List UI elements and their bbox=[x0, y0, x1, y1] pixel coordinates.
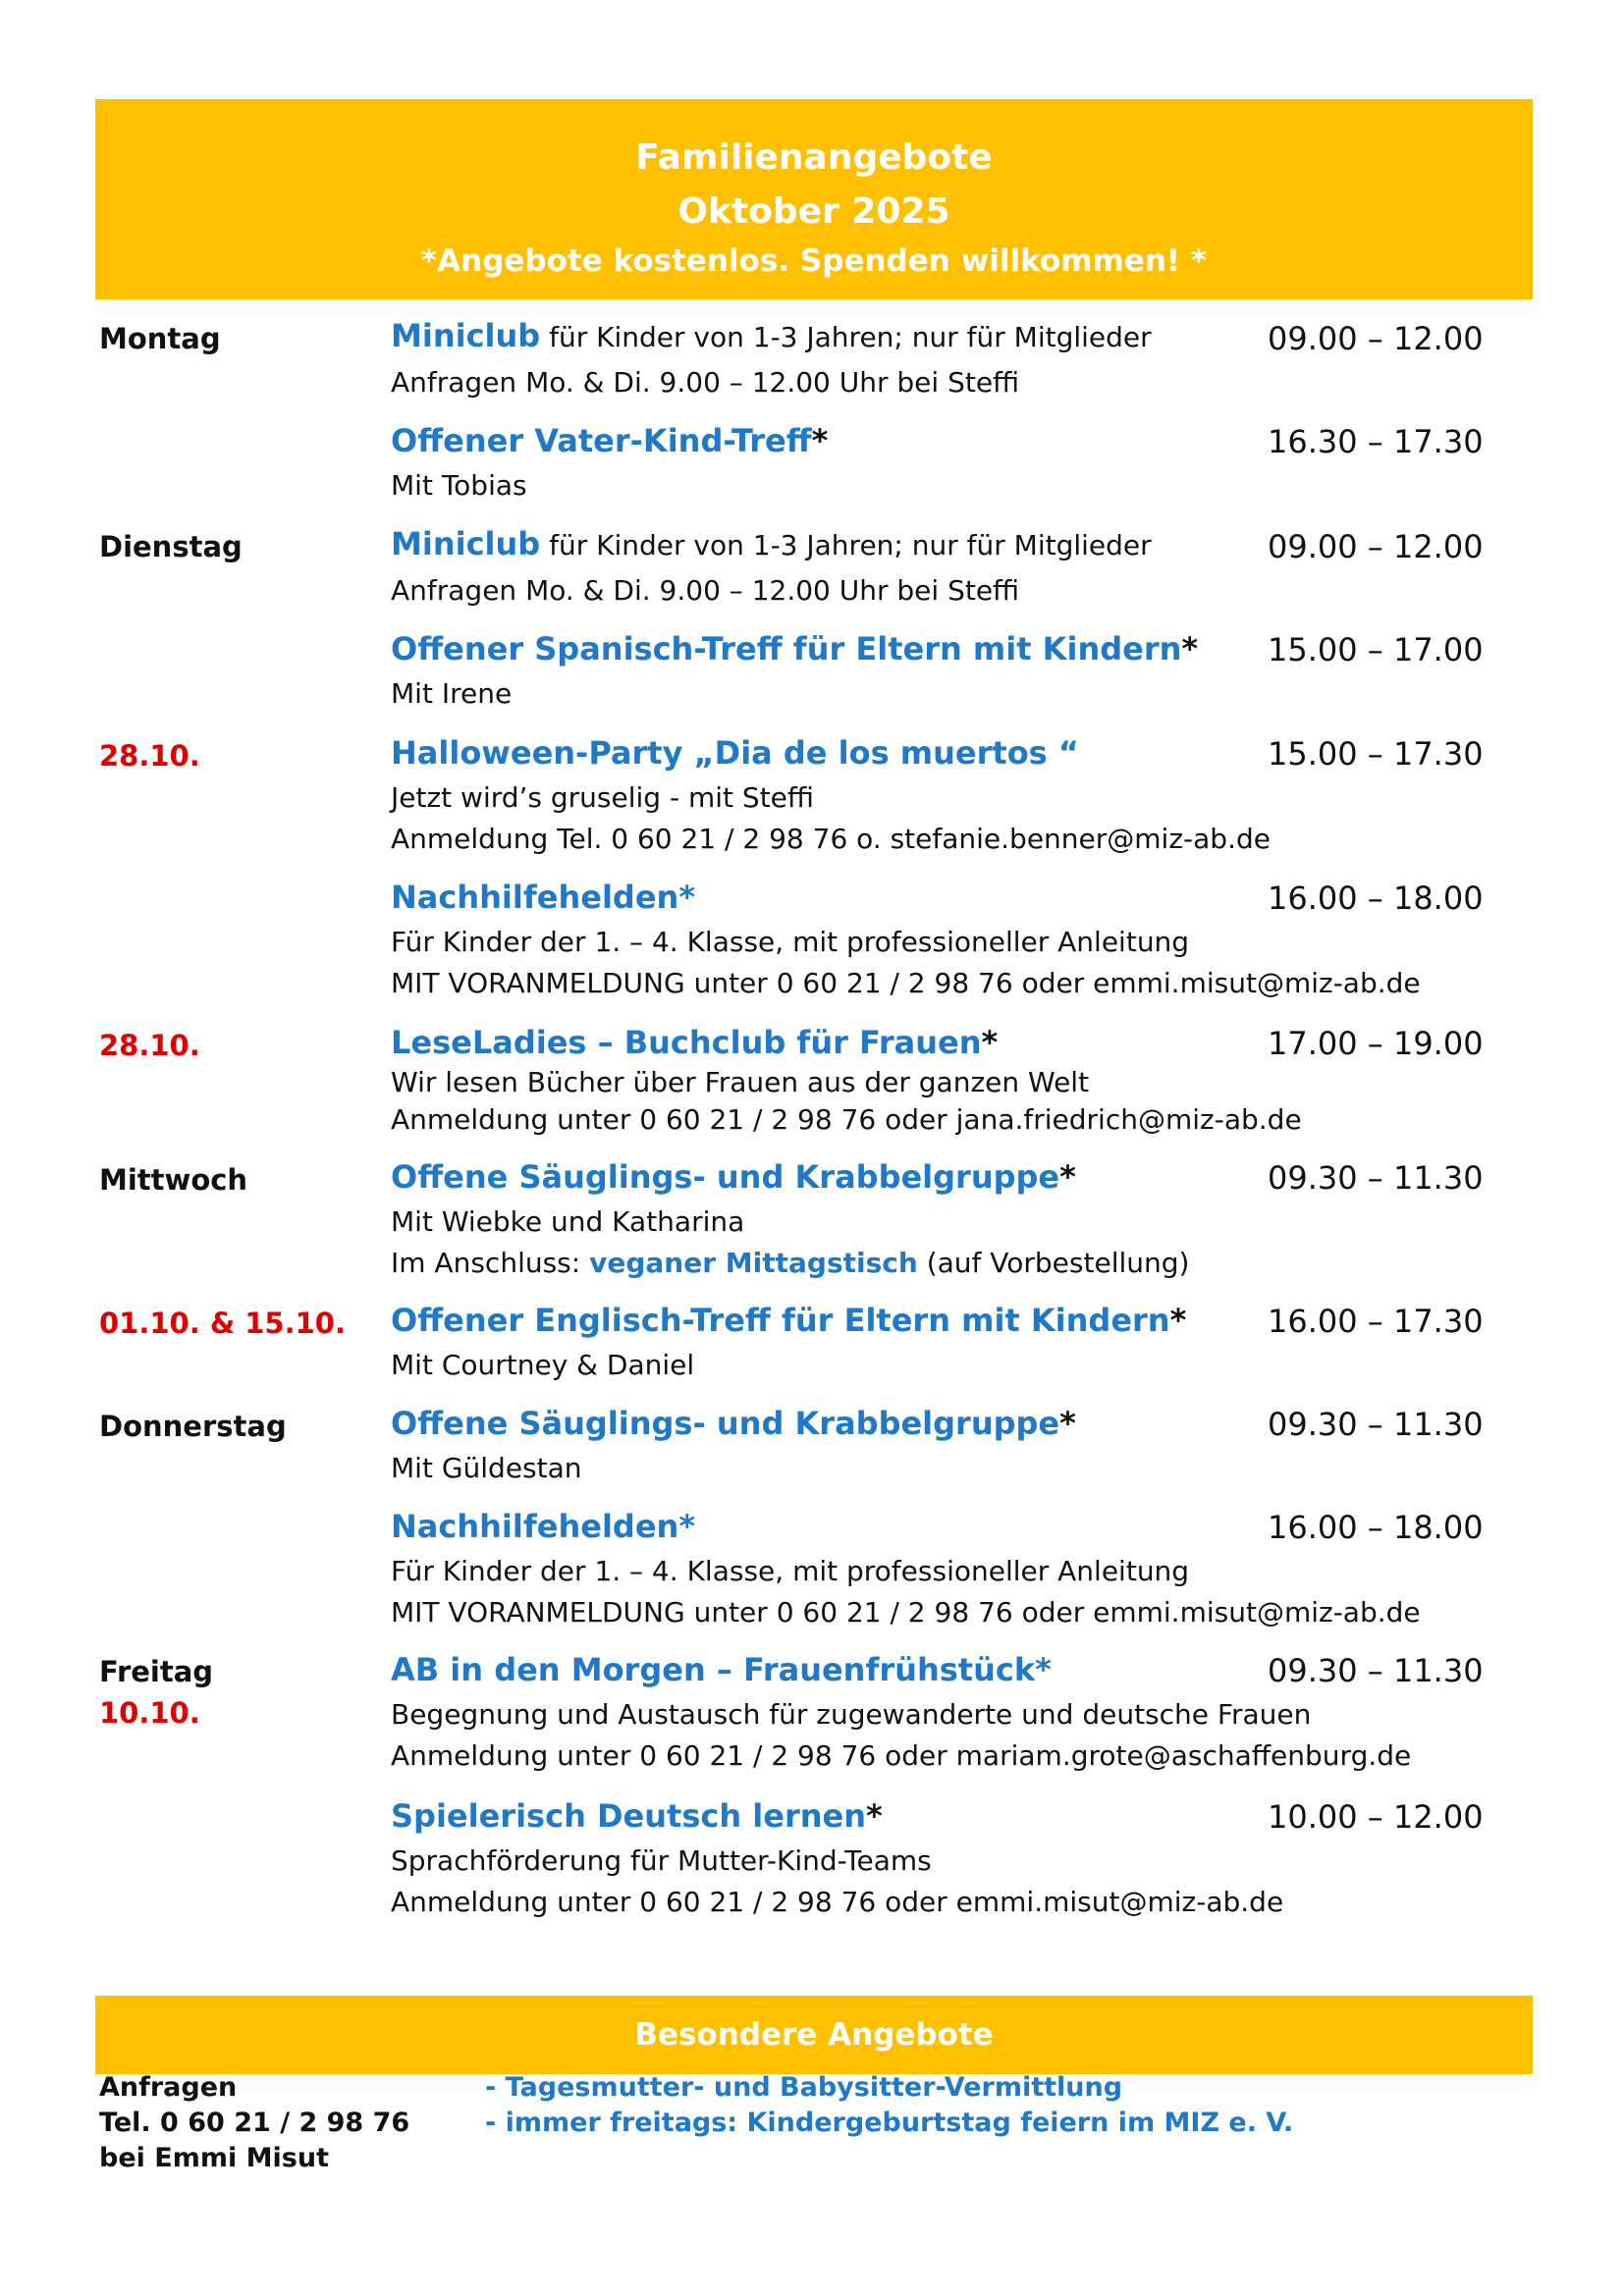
event-time: 09.00 – 12.00 bbox=[1268, 528, 1484, 565]
special-offer-item: - Tagesmutter- und Babysitter-Vermittlung bbox=[485, 2072, 1123, 2103]
contact-line: Anfragen bbox=[99, 2072, 238, 2103]
day-label: Montag bbox=[99, 322, 221, 355]
event-detail: Für Kinder der 1. – 4. Klasse, mit professioneller Anleitung bbox=[391, 926, 1190, 958]
event-title: Halloween-Party „Dia de los muertos “ bbox=[391, 734, 1079, 772]
event-title: Offener Englisch-Treff für Eltern mit Kindern* bbox=[391, 1302, 1187, 1339]
event-time: 16.00 – 18.00 bbox=[1268, 880, 1484, 917]
event-time: 09.30 – 11.30 bbox=[1268, 1652, 1484, 1689]
event-detail: Mit Güldestan bbox=[391, 1452, 582, 1484]
event-detail: MIT VORANMELDUNG unter 0 60 21 / 2 98 76 oder emmi.misut@miz-ab.de bbox=[391, 1596, 1421, 1629]
event-detail: Sprachförderung für Mutter-Kind-Teams bbox=[391, 1844, 932, 1877]
event-subtitle: für Kinder von 1-3 Jahren; nur für Mitglieder bbox=[540, 529, 1152, 561]
event-detail: MIT VORANMELDUNG unter 0 60 21 / 2 98 76 oder emmi.misut@miz-ab.de bbox=[391, 967, 1421, 999]
event-title: Nachhilfehelden* bbox=[391, 1508, 696, 1545]
event-title: Miniclub für Kinder von 1-3 Jahren; nur für Mitglieder bbox=[391, 317, 1152, 354]
event-detail: Im Anschluss: veganer Mittagstisch (auf Vorbestellung) bbox=[391, 1247, 1190, 1279]
day-label: Dienstag bbox=[99, 530, 243, 563]
day-label: Freitag bbox=[99, 1655, 214, 1688]
event-detail: Für Kinder der 1. – 4. Klasse, mit professioneller Anleitung bbox=[391, 1555, 1190, 1587]
event-detail: Anfragen Mo. & Di. 9.00 – 12.00 Uhr bei Steffi bbox=[391, 574, 1020, 607]
date-label: 01.10. & 15.10. bbox=[99, 1307, 346, 1340]
page-title: Familienangebote bbox=[635, 137, 993, 178]
special-offer-item: - immer freitags: Kindergeburtstag feiern im MIZ e. V. bbox=[485, 2108, 1294, 2138]
event-time: 16.00 – 18.00 bbox=[1268, 1509, 1484, 1546]
contact-person: bei Emmi Misut bbox=[99, 2143, 329, 2173]
event-detail: Mit Irene bbox=[391, 677, 513, 710]
event-detail: Anmeldung Tel. 0 60 21 / 2 98 76 o. stefanie.benner@miz-ab.de bbox=[391, 823, 1271, 855]
contact-phone: Tel. 0 60 21 / 2 98 76 bbox=[99, 2108, 410, 2138]
event-title: Offener Vater-Kind-Treff* bbox=[391, 422, 829, 459]
event-time: 15.00 – 17.00 bbox=[1268, 631, 1484, 668]
event-title: LeseLadies – Buchclub für Frauen* bbox=[391, 1024, 999, 1061]
event-title: Spielerisch Deutsch lernen* bbox=[391, 1797, 883, 1835]
event-detail: Anmeldung unter 0 60 21 / 2 98 76 oder emmi.misut@miz-ab.de bbox=[391, 1886, 1284, 1918]
event-detail: Mit Wiebke und Katharina bbox=[391, 1205, 745, 1238]
event-title: AB in den Morgen – Frauenfrühstück* bbox=[391, 1651, 1052, 1688]
page-month: Oktober 2025 bbox=[677, 191, 950, 232]
day-label: Mittwoch bbox=[99, 1163, 248, 1197]
event-detail: Anmeldung unter 0 60 21 / 2 98 76 oder jana.friedrich@miz-ab.de bbox=[391, 1103, 1302, 1136]
event-detail: Wir lesen Bücher über Frauen aus der ganzen Welt bbox=[391, 1066, 1090, 1098]
date-label: 28.10. bbox=[99, 739, 200, 773]
event-time: 10.00 – 12.00 bbox=[1268, 1798, 1484, 1836]
event-title: Offene Säuglings- und Krabbelgruppe* bbox=[391, 1158, 1076, 1196]
date-label: 10.10. bbox=[99, 1696, 200, 1730]
event-title: Miniclub für Kinder von 1-3 Jahren; nur für Mitglieder bbox=[391, 525, 1152, 562]
event-detail: Mit Courtney & Daniel bbox=[391, 1349, 695, 1381]
event-time: 16.30 – 17.30 bbox=[1268, 423, 1484, 460]
event-time: 09.30 – 11.30 bbox=[1268, 1159, 1484, 1197]
event-detail: Jetzt wird’s gruselig - mit Steffi bbox=[391, 781, 814, 814]
event-detail: Mit Tobias bbox=[391, 469, 527, 502]
highlight-text: veganer Mittagstisch bbox=[589, 1247, 918, 1279]
special-offers-header: Besondere Angebote bbox=[95, 1996, 1533, 2074]
day-label: Donnerstag bbox=[99, 1410, 287, 1443]
event-title: Offene Säuglings- und Krabbelgruppe* bbox=[391, 1405, 1076, 1442]
event-subtitle: für Kinder von 1-3 Jahren; nur für Mitglieder bbox=[540, 321, 1152, 353]
event-time: 17.00 – 19.00 bbox=[1268, 1025, 1484, 1062]
event-detail: Anmeldung unter 0 60 21 / 2 98 76 oder mariam.grote@aschaffenburg.de bbox=[391, 1739, 1412, 1772]
event-time: 09.30 – 11.30 bbox=[1268, 1406, 1484, 1443]
event-detail: Begegnung und Austausch für zugewanderte und deutsche Frauen bbox=[391, 1698, 1312, 1731]
event-time: 16.00 – 17.30 bbox=[1268, 1303, 1484, 1340]
event-title: Nachhilfehelden* bbox=[391, 879, 696, 916]
event-detail: Anfragen Mo. & Di. 9.00 – 12.00 Uhr bei Steffi bbox=[391, 366, 1020, 399]
event-title: Offener Spanisch-Treff für Eltern mit Kindern* bbox=[391, 630, 1199, 667]
header-note: *Angebote kostenlos. Spenden willkommen! * bbox=[420, 243, 1208, 279]
event-time: 15.00 – 17.30 bbox=[1268, 735, 1484, 773]
date-label: 28.10. bbox=[99, 1029, 200, 1062]
event-time: 09.00 – 12.00 bbox=[1268, 320, 1484, 357]
